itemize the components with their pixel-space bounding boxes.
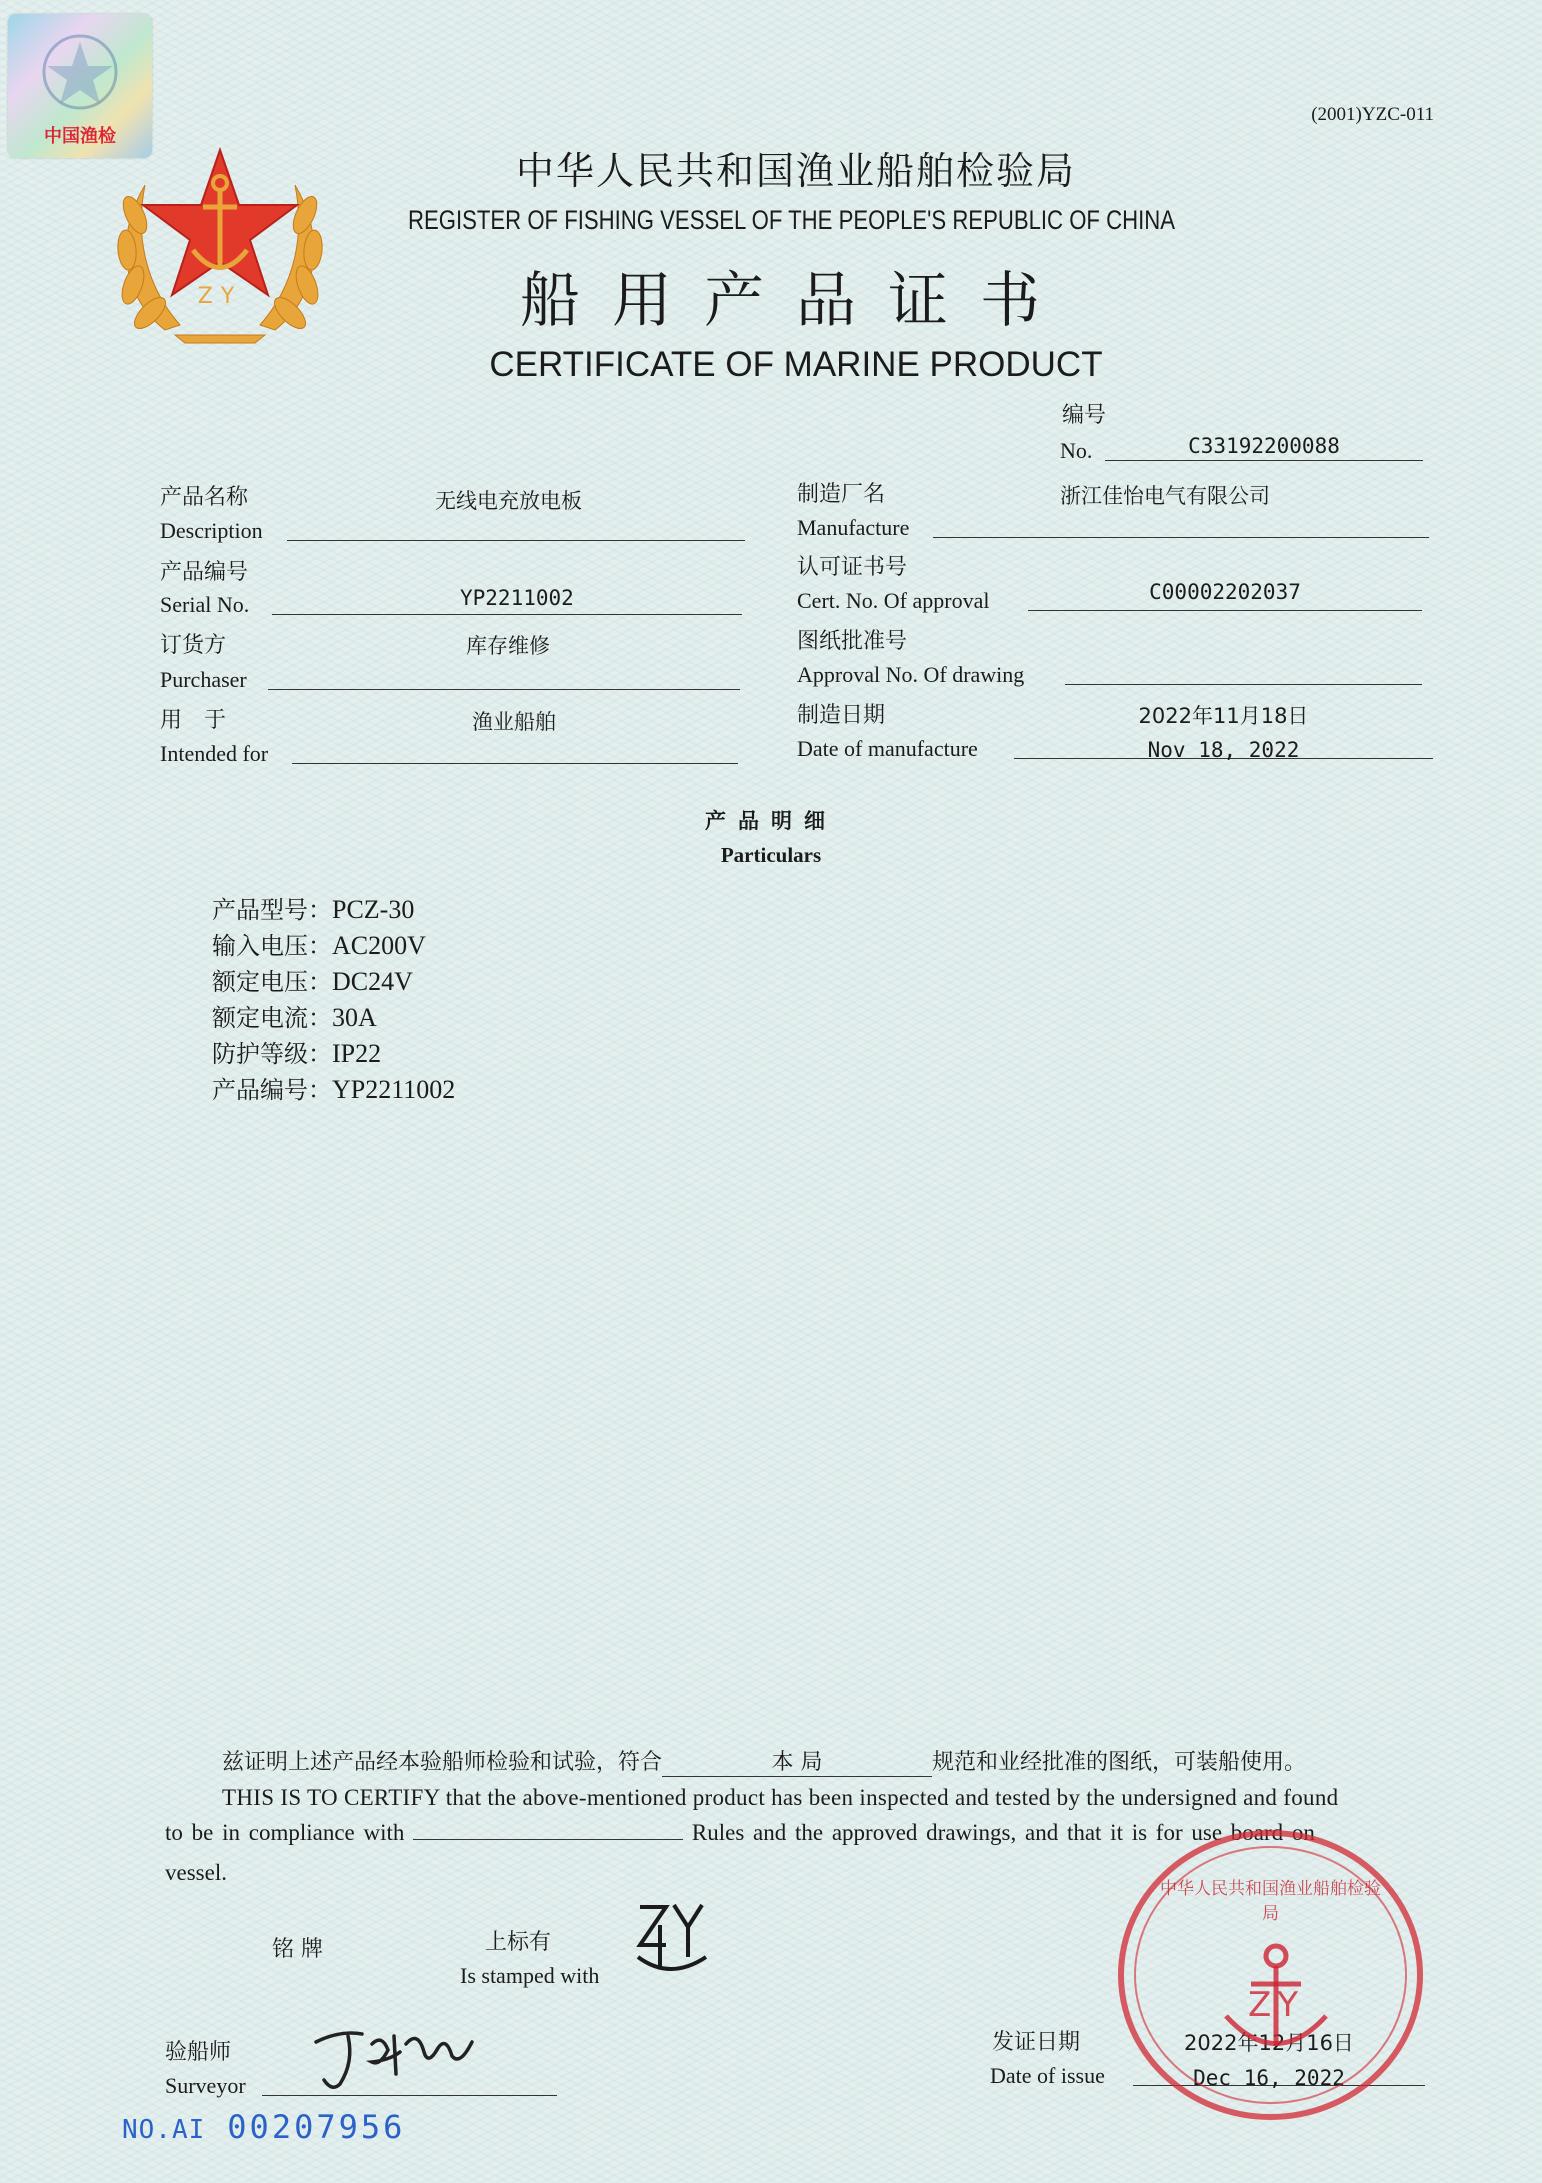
description-label-en: Description [160, 518, 263, 543]
particulars-title-cn: 产品明细 [705, 809, 837, 833]
intended-line [292, 763, 738, 764]
seal-letters: ZY [1247, 1985, 1305, 2025]
seal-anchor-icon [1206, 1936, 1346, 2066]
approval-cert-label-en: Cert. No. Of approval [797, 588, 990, 613]
rules-blank-line [413, 1838, 683, 1840]
manufacture-date-label-cn: 制造日期 [797, 703, 886, 728]
drawing-approval-label-en: Approval No. Of drawing [797, 662, 1025, 687]
particular-serial: 产品编号：YP2211002 [212, 1075, 456, 1104]
serial-prefix: NO.AI [122, 2115, 206, 2145]
number-label-cn: 编号 [1062, 403, 1107, 428]
surveyor-label-cn: 验船师 [165, 2040, 232, 2065]
hologram-label: 中国渔检 [44, 126, 116, 147]
description-label-cn: 产品名称 [160, 485, 249, 510]
approval-cert-value: C00002202037 [1149, 580, 1301, 604]
certify-statement-en-1: THIS IS TO CERTIFY that the above-mentioned product has been inspected and tested by the undersigned and found [222, 1785, 1339, 1810]
manufacturer-line [933, 537, 1429, 538]
issue-date-cn: 2022年12月16日 [1184, 2031, 1354, 2055]
purchaser-label-cn: 订货方 [160, 633, 227, 658]
intended-label-cn: 用 于 [160, 708, 227, 733]
surveyor-label-en: Surveyor [165, 2073, 246, 2098]
issue-date-en: Dec 16, 2022 [1193, 2066, 1345, 2090]
particular-model: 产品型号：PCZ-30 [212, 895, 415, 924]
purchaser-label-en: Purchaser [160, 667, 247, 692]
serial-line [272, 614, 742, 615]
seal-text: 中华人民共和国渔业船舶检验局 [1160, 1879, 1381, 1924]
certify-statement-en-3: vessel. [165, 1860, 227, 1885]
serial-label-cn: 产品编号 [160, 560, 249, 585]
number-label-en: No. [1060, 438, 1093, 463]
issue-date-label-cn: 发证日期 [992, 2030, 1081, 2055]
intended-label-en: Intended for [160, 741, 269, 766]
zy-mark [632, 1895, 712, 1990]
serial-value: YP2211002 [460, 586, 574, 610]
approval-cert-label-cn: 认可证书号 [797, 555, 908, 580]
nameplate-label: 铭 牌 [272, 1937, 323, 1962]
hologram-emblem-icon [8, 14, 152, 134]
emblem-letters: ZY [197, 284, 243, 309]
particulars-list [212, 892, 455, 1108]
manufacture-date-label-en: Date of manufacture [797, 736, 978, 761]
number-line [1105, 460, 1423, 461]
document-serial [122, 2108, 405, 2146]
description-line [287, 540, 745, 541]
issuer-name-en: REGISTER OF FISHING VESSEL OF THE PEOPLE'S REPUBLIC OF CHINA [407, 205, 1175, 235]
particular-protection-class: 防护等级：IP22 [212, 1039, 382, 1068]
particular-rated-current: 额定电流：30A [212, 1003, 377, 1032]
particular-rated-voltage: 额定电压：DC24V [212, 967, 413, 996]
signature-icon [310, 2022, 480, 2102]
manufacturer-value: 浙江佳怡电气有限公司 [1060, 484, 1270, 508]
official-seal [1118, 1830, 1423, 2120]
intended-value: 渔业船舶 [472, 710, 556, 734]
certify-statement-cn: 兹证明上述产品经本验船师检验和试验，符合 本 局 规范和业经批准的图纸，可装船使用。 [222, 1745, 1306, 1777]
manufacturer-label-en: Manufacture [797, 515, 910, 540]
issuer-name-cn: 中华人民共和国渔业船舶检验局 [515, 149, 1076, 193]
certificate-number: C33192200088 [1188, 434, 1340, 458]
issue-date-label-en: Date of issue [990, 2063, 1105, 2088]
stamped-label-cn: 上标有 [485, 1930, 552, 1955]
zy-anchor-mark-icon [632, 1895, 712, 1985]
purchaser-value: 库存维修 [466, 634, 550, 658]
stamped-label-en: Is stamped with [460, 1963, 600, 1988]
drawing-approval-line [1065, 684, 1422, 685]
certificate-title-cn: 船用产品证书 [520, 266, 1072, 336]
purchaser-line [268, 689, 740, 690]
certificate-title-en: CERTIFICATE OF MARINE PRODUCT [489, 345, 1103, 384]
form-number: (2001)YZC-011 [1311, 104, 1434, 125]
drawing-approval-label-cn: 图纸批准号 [797, 629, 908, 654]
certify-fill-value: 本 局 [662, 1745, 932, 1777]
manufacture-date-cn: 2022年11月18日 [1138, 704, 1309, 728]
manufacturer-label-cn: 制造厂名 [797, 482, 886, 507]
description-value: 无线电充放电板 [435, 489, 582, 513]
approval-cert-line [1028, 610, 1422, 611]
certify-statement-en-2: to be in compliance with Rules and the approved drawings, and that it is for use board on [165, 1820, 1315, 1845]
particulars-title-en: Particulars [720, 843, 822, 867]
manufacture-date-en: Nov 18, 2022 [1147, 738, 1300, 762]
serial-number: 00207956 [227, 2108, 406, 2146]
particular-input-voltage: 输入电压：AC200V [212, 931, 426, 960]
surveyor-signature [310, 2022, 480, 2107]
serial-label-en: Serial No. [160, 592, 250, 617]
hologram-sticker [8, 14, 152, 158]
